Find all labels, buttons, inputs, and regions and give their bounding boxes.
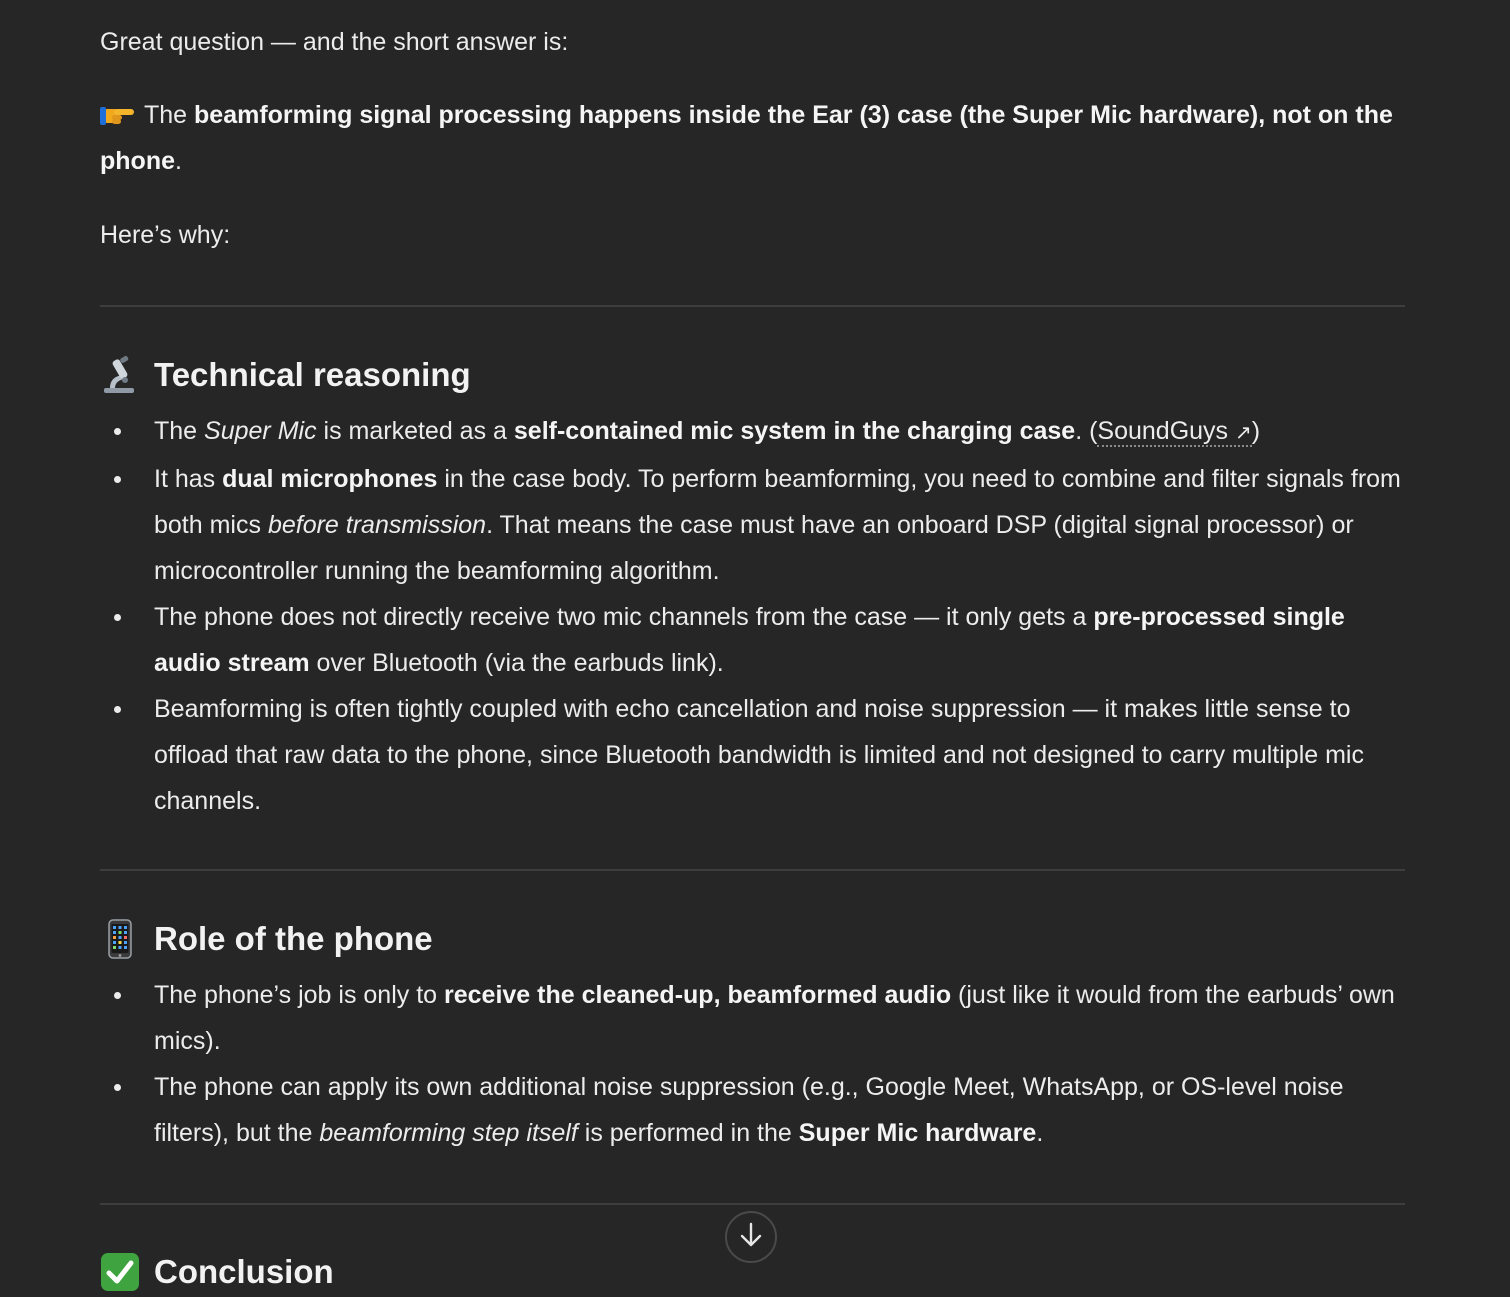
check-mark-icon (100, 1252, 140, 1292)
heres-why: Here’s why: (100, 221, 231, 249)
divider (100, 1203, 1405, 1205)
external-link-icon: ↗ (1235, 422, 1252, 444)
list-item: It has dual microphones in the case body. To perform beamforming, you need to combine and filter signals from both mics before transmission. That means the case must have an onboard DSP (digital signal processor) or microcontroller running the beamforming algorithm. (100, 456, 1405, 594)
mobile-phone-icon (100, 919, 140, 959)
list-item: The phone does not directly receive two mic channels from the case — it only gets a pre-processed single audio stream over Bluetooth (via the earbuds link). (100, 594, 1405, 686)
pointing-hand-icon (100, 98, 136, 128)
section-heading-conclusion (100, 1252, 334, 1292)
microscope-icon (100, 355, 140, 395)
intro-line: Great question — and the short answer is: (100, 28, 569, 56)
short-answer: The beamforming signal processing happens inside the Ear (3) case (the Super Mic hardware), not on the phone. (100, 92, 1405, 184)
scroll-to-bottom-button[interactable] (725, 1211, 777, 1263)
arrow-down-icon (738, 1221, 764, 1254)
section-title: Role of the phone (154, 920, 433, 957)
section-heading-technical (100, 355, 471, 395)
section-heading-phone (100, 919, 433, 959)
section-title: Conclusion (154, 1253, 334, 1290)
citation-link-soundguys[interactable]: SoundGuys ↗ (1097, 417, 1252, 445)
list-item: The phone’s job is only to receive the cleaned-up, beamformed audio (just like it would from the earbuds’ own mics). (100, 972, 1405, 1064)
list-item: The phone can apply its own additional noise suppression (e.g., Google Meet, WhatsApp, or OS-level noise filters), but the beamforming step itself is performed in the Super Mic hardware. (100, 1064, 1405, 1156)
phone-list (100, 972, 1405, 1156)
section-title: Technical reasoning (154, 356, 471, 393)
technical-list (100, 408, 1405, 824)
divider (100, 305, 1405, 307)
list-item: Beamforming is often tightly coupled with echo cancellation and noise suppression — it makes little sense to offload that raw data to the phone, since Bluetooth bandwidth is limited and not designed to carry multiple mic channels. (100, 686, 1405, 824)
divider (100, 869, 1405, 871)
list-item: The Super Mic is marketed as a self-contained mic system in the charging case. (SoundGuys ↗) (100, 408, 1405, 456)
short-answer-bold: beamforming signal processing happens inside the Ear (3) case (the Super Mic hardware), not on the phone (100, 101, 1393, 175)
